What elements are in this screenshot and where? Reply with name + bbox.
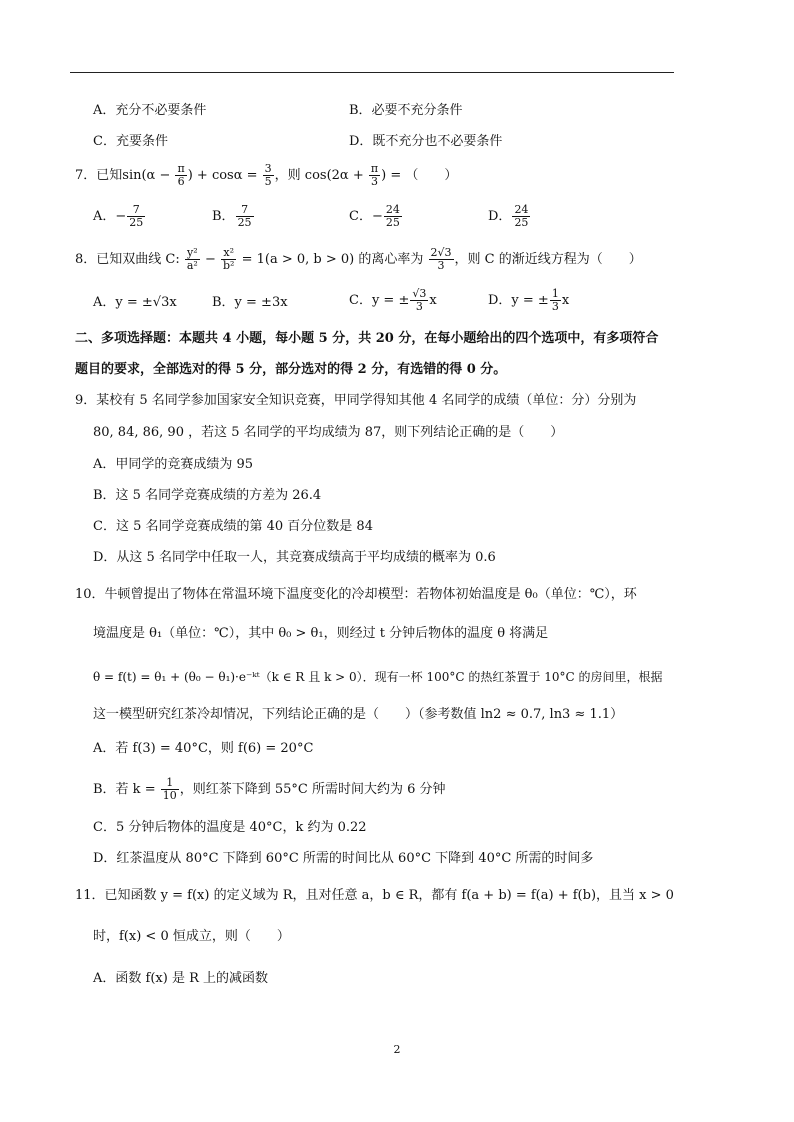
header-rule [70,72,674,73]
q10-stem-line2: 境温度是 θ₁（单位：℃），其中 θ₀ > θ₁，则经过 t 分钟后物体的温度 θ 将满足 [93,626,549,641]
q11-stem-line2: 时，f(x) < 0 恒成立，则（ ） [93,929,290,944]
q10-option-a: A．若 f(3) = 40°C，则 f(6) = 20°C [93,741,314,756]
q10-stem-line4: 这一模型研究红茶冷却情况，下列结论正确的是（ ）（参考数值 ln2 ≈ 0.7, ln3 ≈ 1.1） [93,707,624,722]
q7-option-c: C．− $\frac{24}{25}$ [349,203,400,230]
q11-stem-line1: 11．已知函数 y = f(x) 的定义域为 R，且对任意 a，b ∈ R，都有 f(a + b) = f(a) + f(b)，且当 x > 0 [75,888,674,903]
q9-stem-line2: 80, 84, 86, 90 ，若这 5 名同学的平均成绩为 87，则下列结论正确的是（ ） [93,425,564,440]
q10-option-d: D．红茶温度从 80°C 下降到 60°C 所需的时间比从 60°C 下降到 40°C 所需的时间多 [93,851,594,866]
q7-option-a: A．− $\frac{7}{25}$ [93,203,144,230]
q8-option-c: C．y = ± $\frac{√3}{3}$ x [349,287,437,314]
q9-stem-line1: 9．某校有 5 名同学参加国家安全知识竞赛，甲同学得知其他 4 名同学的成绩（单位：分）分别为 [75,393,637,408]
q6-option-d: D．既不充分也不必要条件 [349,134,503,149]
q6-option-c: C．充要条件 [93,134,168,149]
q7-option-b: B． $\frac{7}{25}$ [212,203,252,230]
q7-stem: 7．已知sin(α − $\frac{\pi}{6}$ ) + cosα = $\frac{3}{5}$ ，则 cos(2α + $\frac{\pi}{3}$ ) = （ ） [75,162,458,189]
page-number: 2 [393,1043,401,1056]
section2-heading-line1: 二、多项选择题：本题共 4 小题，每小题 5 分，共 20 分，在每小题给出的四个选项中，有多项符合 [75,331,659,346]
q10-option-b: B．若 k = $\frac{1}{10}$ ，则红茶下降到 55°C 所需时间大约为 6 分钟 [93,775,446,802]
q8-stem: 8．已知双曲线 C: $\frac{\text{y²}}{\text{a²}}$ − $\frac{\text{x²}}{\text{b²}}$ = 1(a > 0, b > 0) 的离心率为 $\frac{2√3}{3}$ ，则 C 的渐近线方程为（ ） [75,245,642,272]
q6-option-b: B．必要不充分条件 [349,103,463,118]
q10-stem-line1: 10．牛顿曾提出了物体在常温环境下温度变化的冷却模型：若物体初始温度是 θ₀（单位：℃），环 [75,587,637,602]
q8-option-b: B．y = ±3x [212,295,288,310]
q9-option-b: B．这 5 名同学竞赛成绩的方差为 26.4 [93,488,322,503]
q10-option-c: C．5 分钟后物体的温度是 40°C，k 约为 0.22 [93,820,367,835]
q7-option-d: D． $\frac{24}{25}$ [488,203,529,230]
q8-option-d: D．y = ± $\frac{1}{3}$ x [488,287,570,314]
q9-option-c: C．这 5 名同学竞赛成绩的第 40 百分位数是 84 [93,519,373,534]
q9-option-d: D．从这 5 名同学中任取一人，其竞赛成绩高于平均成绩的概率为 0.6 [93,550,496,565]
section2-heading-line2: 题目的要求，全部选对的得 5 分，部分选对的得 2 分，有选错的得 0 分。 [75,362,507,377]
q9-option-a: A．甲同学的竞赛成绩为 95 [93,457,254,472]
q8-option-a: A．y = ±√3x [93,295,177,310]
q6-option-a: A．充分不必要条件 [93,103,207,118]
q10-stem-line3: θ = f(t) = θ₁ + (θ₀ − θ₁)·e⁻ᵏᵗ（k ∈ R 且 k > 0）．现有一杯 100°C 的热红茶置于 10°C 的房间里，根据 [93,670,663,684]
q11-option-a: A．函数 f(x) 是 R 上的减函数 [93,971,268,986]
